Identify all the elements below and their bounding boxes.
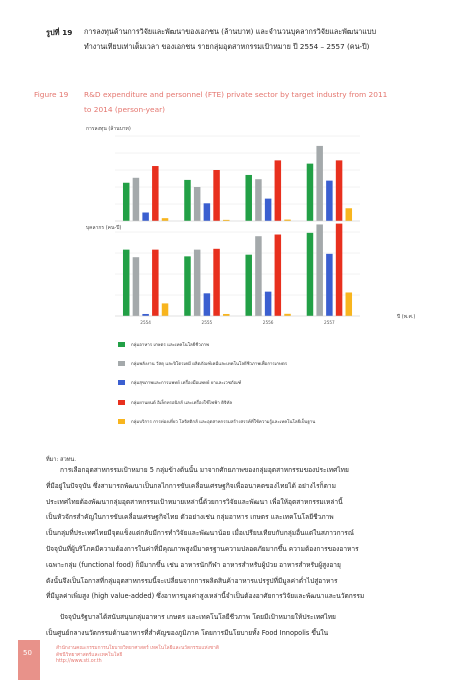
figure-title-th-line1: การลงทุนด้านการวิจัยและพัฒนาของเอกชน (ล้านบาท) และจำนวนบุคลากรวิจัยและพัฒนาแบบ [84, 27, 377, 36]
bar-2557-series-4 [336, 160, 343, 221]
bar-2554-series-3 [142, 213, 149, 222]
figure-number-en: Figure 19 [34, 90, 69, 99]
bar-2555-series-2 [194, 250, 201, 316]
bar-2554-series-5 [162, 218, 169, 221]
chart2-ylabel: บุคลากร (คน-ปี) [86, 225, 122, 231]
legend-swatch [118, 342, 125, 347]
chart-investment [115, 136, 360, 221]
legend-label: กลุ่มยานยนต์ อิเล็กทรอนิกส์ และเครื่องใช้ไฟฟ้า ดิจิทัล [131, 400, 233, 406]
bar-2557-series-5 [346, 292, 353, 316]
body-paragraph-1 [46, 463, 440, 605]
footer-org [56, 646, 219, 666]
legend-label: กลุ่มสุขภาพและการแพทย์ เครื่องมือแพทย์ ยาและเวชภัณฑ์ [131, 381, 242, 387]
body-line: ปัจจุบันที่ผู้บริโภคมีความต้องการในค่าที่มีคุณภาพสูงมีมาตรฐานความปลอดภัยมากขึ้น ความต้องการของอาหาร [46, 544, 359, 553]
legend-label: กลุ่มอาหาร เกษตร และเทคโนโลยีชีวภาพ [131, 343, 210, 348]
body-line: เป็นหัวจักรสำคัญในการขับเคลื่อนเศรษฐกิจไทย ตัวอย่างเช่น กลุ่มอาหาร เกษตร และเทคโนโลยีชีวภาพ [46, 513, 334, 522]
legend-item [118, 418, 315, 425]
figure-title-en-line2: to 2014 (person-year) [84, 105, 166, 114]
footer-line1: สำนักงานคณะกรรมการนโยบายวิทยาศาสตร์ เทคโนโลยีและนวัตกรรมแห่งชาติ [56, 646, 219, 651]
bar-2557-series-3 [326, 181, 333, 221]
bar-2556-series-4 [275, 160, 282, 221]
bar-2557-series-3 [326, 254, 333, 316]
figure-title-th-line2: ทำงานเทียบเท่าเต็มเวลา ของเอกชน รายกลุ่มอุตสาหกรรมเป้าหมาย ปี 2554 – 2557 (คน-ปี) [84, 42, 370, 51]
bar-2555-series-1 [184, 256, 191, 316]
legend-label: กลุ่มบริการ การท่องเที่ยว โลจิสติกส์ และอุตสาหกรรมสร้างสรรค์ที่ใช้ความรู้และเทคโนโลยีเป็นฐาน [131, 419, 316, 425]
body-line: ปัจจุบันรัฐบาลได้สนับสนุนกลุ่มอาหาร เกษตร และเทคโนโลยีชีวภาพ โดยมีเป้าหมายให้ประเทศไทย [60, 613, 336, 621]
bar-2554-series-1 [123, 250, 130, 316]
bar-2554-series-2 [133, 178, 140, 221]
body-line: ดังนั้นจึงเป็นโอกาสที่กลุ่มอุตสาหกรรมนี้จะเปลี่ยนจากการผลิตสินค้าอาหารแปรรูปที่มีมูลค่าต่ำไปสู่อาหาร [46, 576, 338, 585]
bar-2554-series-5 [162, 303, 169, 316]
x-tick-label: 2554 [140, 320, 151, 325]
figure-title-en-line1: R&D expenditure and personnel (FTE) private sector by target industry from 2011 [84, 90, 388, 99]
chart-personnel [115, 224, 360, 325]
x-tick-label: 2557 [324, 320, 335, 325]
footer-line2: ดัชนีวิทยาศาสตร์และเทคโนโลยี [56, 652, 123, 658]
bar-2557-series-2 [316, 146, 323, 221]
bar-2556-series-3 [265, 199, 272, 221]
bar-2555-series-4 [213, 170, 220, 221]
legend-swatch [118, 361, 125, 366]
bar-2555-series-2 [194, 187, 201, 221]
chart1-ylabel: การลงทุน (ล้านบาท) [86, 126, 131, 132]
body-line: ประเทศไทยต้องพัฒนากลุ่มอุตสาหกรรมเป้าหมายเหล่านี้ด้วยการวิจัยและพัฒนา เพื่อให้อุตสาหกรรมเหล่านี้ [46, 497, 343, 506]
body-line: ที่มีอยู่ในปัจจุบัน ซึ่งสามารถพัฒนาเป็นกลไกการขับเคลื่อนเศรษฐกิจเพื่ออนาคตของไทยได้ อย่างไรก็ตาม [46, 481, 336, 490]
bar-2555-series-3 [204, 293, 211, 316]
bar-2557-series-4 [336, 224, 343, 316]
bar-2556-series-4 [275, 235, 282, 316]
figure-source: ที่มา: สวทน. [46, 457, 77, 463]
bar-2556-series-3 [265, 292, 272, 316]
bar-2555-series-5 [223, 314, 230, 316]
legend-item [118, 360, 287, 367]
x-tick-label: 2555 [201, 320, 213, 325]
bar-2554-series-1 [123, 183, 130, 221]
legend-swatch [118, 419, 125, 424]
legend-item [118, 399, 232, 406]
bar-2555-series-3 [204, 203, 211, 221]
bar-2556-series-1 [245, 255, 252, 316]
legend-item [118, 379, 241, 386]
legend-swatch [118, 380, 125, 385]
x-tick-label: 2556 [262, 320, 274, 325]
page-number-tab [18, 640, 40, 680]
bar-2554-series-2 [133, 257, 140, 316]
legend-item [118, 341, 209, 348]
body-line: เป็นศูนย์กลางนวัตกรรมด้านอาหารที่สำคัญของภูมิภาค โดยการมีนโยบายทั้ง Food Innopolis ขึ้นใน [46, 628, 329, 637]
bar-2556-series-5 [284, 314, 291, 316]
body-line: การเลือกอุตสาหกรรมเป้าหมาย 5 กลุ่มข้างต้นนั้น มาจากศักยภาพของกลุ่มอุตสาหกรรมของประเทศไทย [60, 466, 349, 474]
legend-swatch [118, 400, 125, 405]
bar-2556-series-1 [245, 175, 252, 221]
bar-2555-series-1 [184, 180, 191, 221]
body-paragraph-2 [46, 610, 440, 642]
chart2-xlabel: ปี (พ.ศ.) [397, 314, 416, 320]
legend-label: กลุ่มพลังงาน วัสดุ และปิโตรเคมี ผลิตภัณฑ์เคมีและเทคโนโลยีชีวภาพเพื่อการเกษตร [131, 362, 288, 368]
bar-2554-series-3 [142, 314, 149, 316]
bar-2557-series-1 [307, 233, 314, 316]
page-number: 50 [23, 649, 32, 657]
bar-2557-series-2 [316, 224, 323, 316]
bar-2555-series-4 [213, 249, 220, 316]
bar-2556-series-2 [255, 236, 261, 316]
bar-2557-series-5 [346, 208, 353, 221]
bar-2554-series-4 [152, 250, 159, 316]
body-line: เฉพาะกลุ่ม (functional food) ก็มีมากขึ้น เช่น อาหารนักกีฬา อาหารสำหรับผู้ป่วย อาหารสำหรับผู้สูงอายุ [46, 560, 341, 569]
body-line: ที่มีมูลค่าเพิ่มสูง (high value-added) ซึ่งอาหารมูลค่าสูงเหล่านี้จำเป็นต้องอาศัยการวิจัยและพัฒนาและนวัตกรรม [46, 592, 365, 601]
bar-2554-series-4 [152, 166, 159, 221]
body-line: เป็นกลุ่มที่ประเทศไทยมีจุดแข็งแต่กลับมีการทำวิจัยและพัฒนาน้อย เมื่อเปรียบเทียบกับกลุ่มอื่นแต่ในสภาวการณ์ [46, 529, 354, 538]
footer-url[interactable]: http://www.sti.or.th [56, 659, 102, 665]
bar-2557-series-1 [307, 164, 314, 221]
figure-number-th: รูปที่ 19 [46, 28, 73, 37]
bar-2556-series-2 [255, 179, 261, 221]
